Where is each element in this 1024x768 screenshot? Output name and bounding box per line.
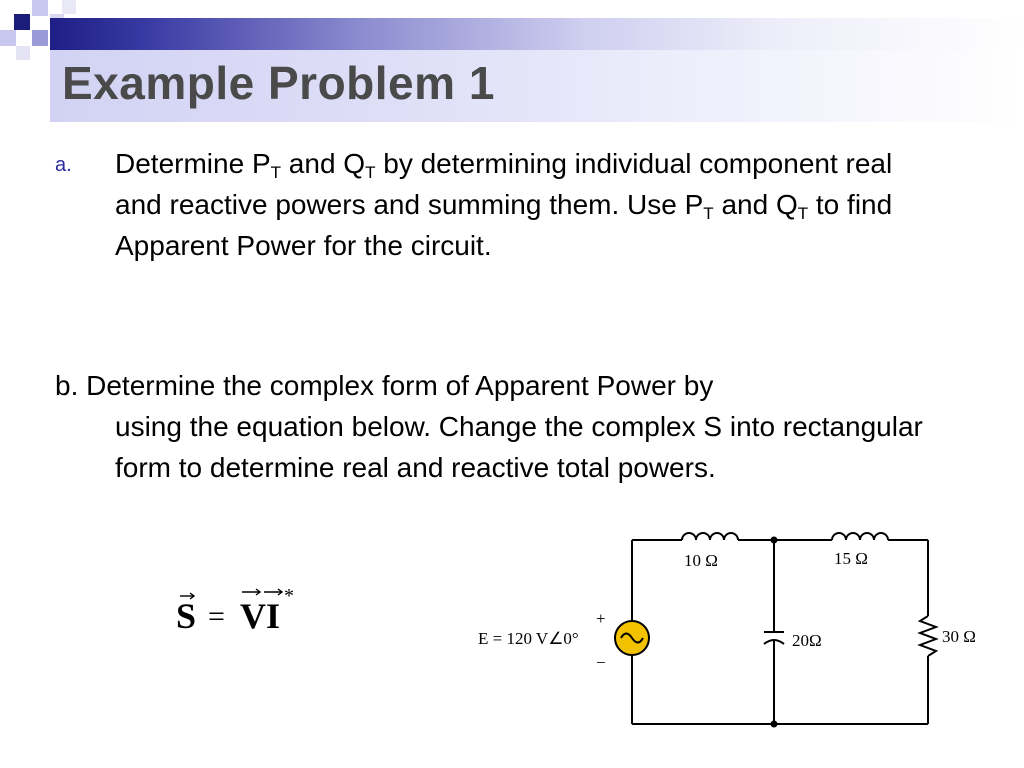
paragraph-b-continuation: using the equation below. Change the complex S into rectangular form to determine real and reactive total powers. xyxy=(115,411,923,483)
paragraph-b-first-line: b. Determine the complex form of Apparent Power by xyxy=(55,370,714,401)
paragraph-a xyxy=(115,143,915,266)
resistor-label: 30 Ω xyxy=(942,627,976,646)
corner-square-pale xyxy=(16,46,30,60)
text-segment: and Q xyxy=(713,189,798,220)
subscript: T xyxy=(797,204,809,223)
source-minus-sign: − xyxy=(596,653,606,672)
list-marker-a: a. xyxy=(55,154,72,176)
resistor-30-ohm-icon xyxy=(920,616,936,656)
page-title: Example Problem 1 xyxy=(62,57,495,109)
corner-square-medium xyxy=(32,30,48,46)
paragraph-b xyxy=(55,365,935,488)
corner-square-pale xyxy=(62,0,76,14)
inductor-1-label: 10 Ω xyxy=(684,551,718,570)
text-segment: by determining individual component real and reactive powers and summing them. Use P xyxy=(115,148,893,220)
text-segment: to find Apparent Power for the circuit. xyxy=(115,189,893,261)
circuit-diagram xyxy=(472,528,992,734)
inductor-2-label: 15 Ω xyxy=(834,549,868,568)
subscript: T xyxy=(365,163,376,182)
inductor-15-ohm-icon xyxy=(832,533,888,540)
subscript: T xyxy=(703,204,714,223)
equation-conjugate-star: * xyxy=(284,585,294,607)
equation-lhs: S xyxy=(176,596,197,636)
junction-dot xyxy=(771,721,778,728)
text-segment: and Q xyxy=(281,148,366,179)
source-plus-sign: + xyxy=(596,609,606,628)
subscript: T xyxy=(270,163,282,182)
junction-dot xyxy=(771,537,778,544)
corner-square-light xyxy=(32,0,48,16)
text-segment: Determine P xyxy=(115,148,271,179)
inductor-10-ohm-icon xyxy=(682,533,738,540)
corner-square-light xyxy=(0,30,16,46)
capacitor-label: 20Ω xyxy=(792,631,822,650)
corner-square-dark xyxy=(14,14,30,30)
equation-equals: = xyxy=(208,600,225,633)
equation-rhs: VI xyxy=(240,596,281,636)
source-label: E = 120 V∠0° xyxy=(478,629,579,648)
apparent-power-equation xyxy=(172,582,312,642)
